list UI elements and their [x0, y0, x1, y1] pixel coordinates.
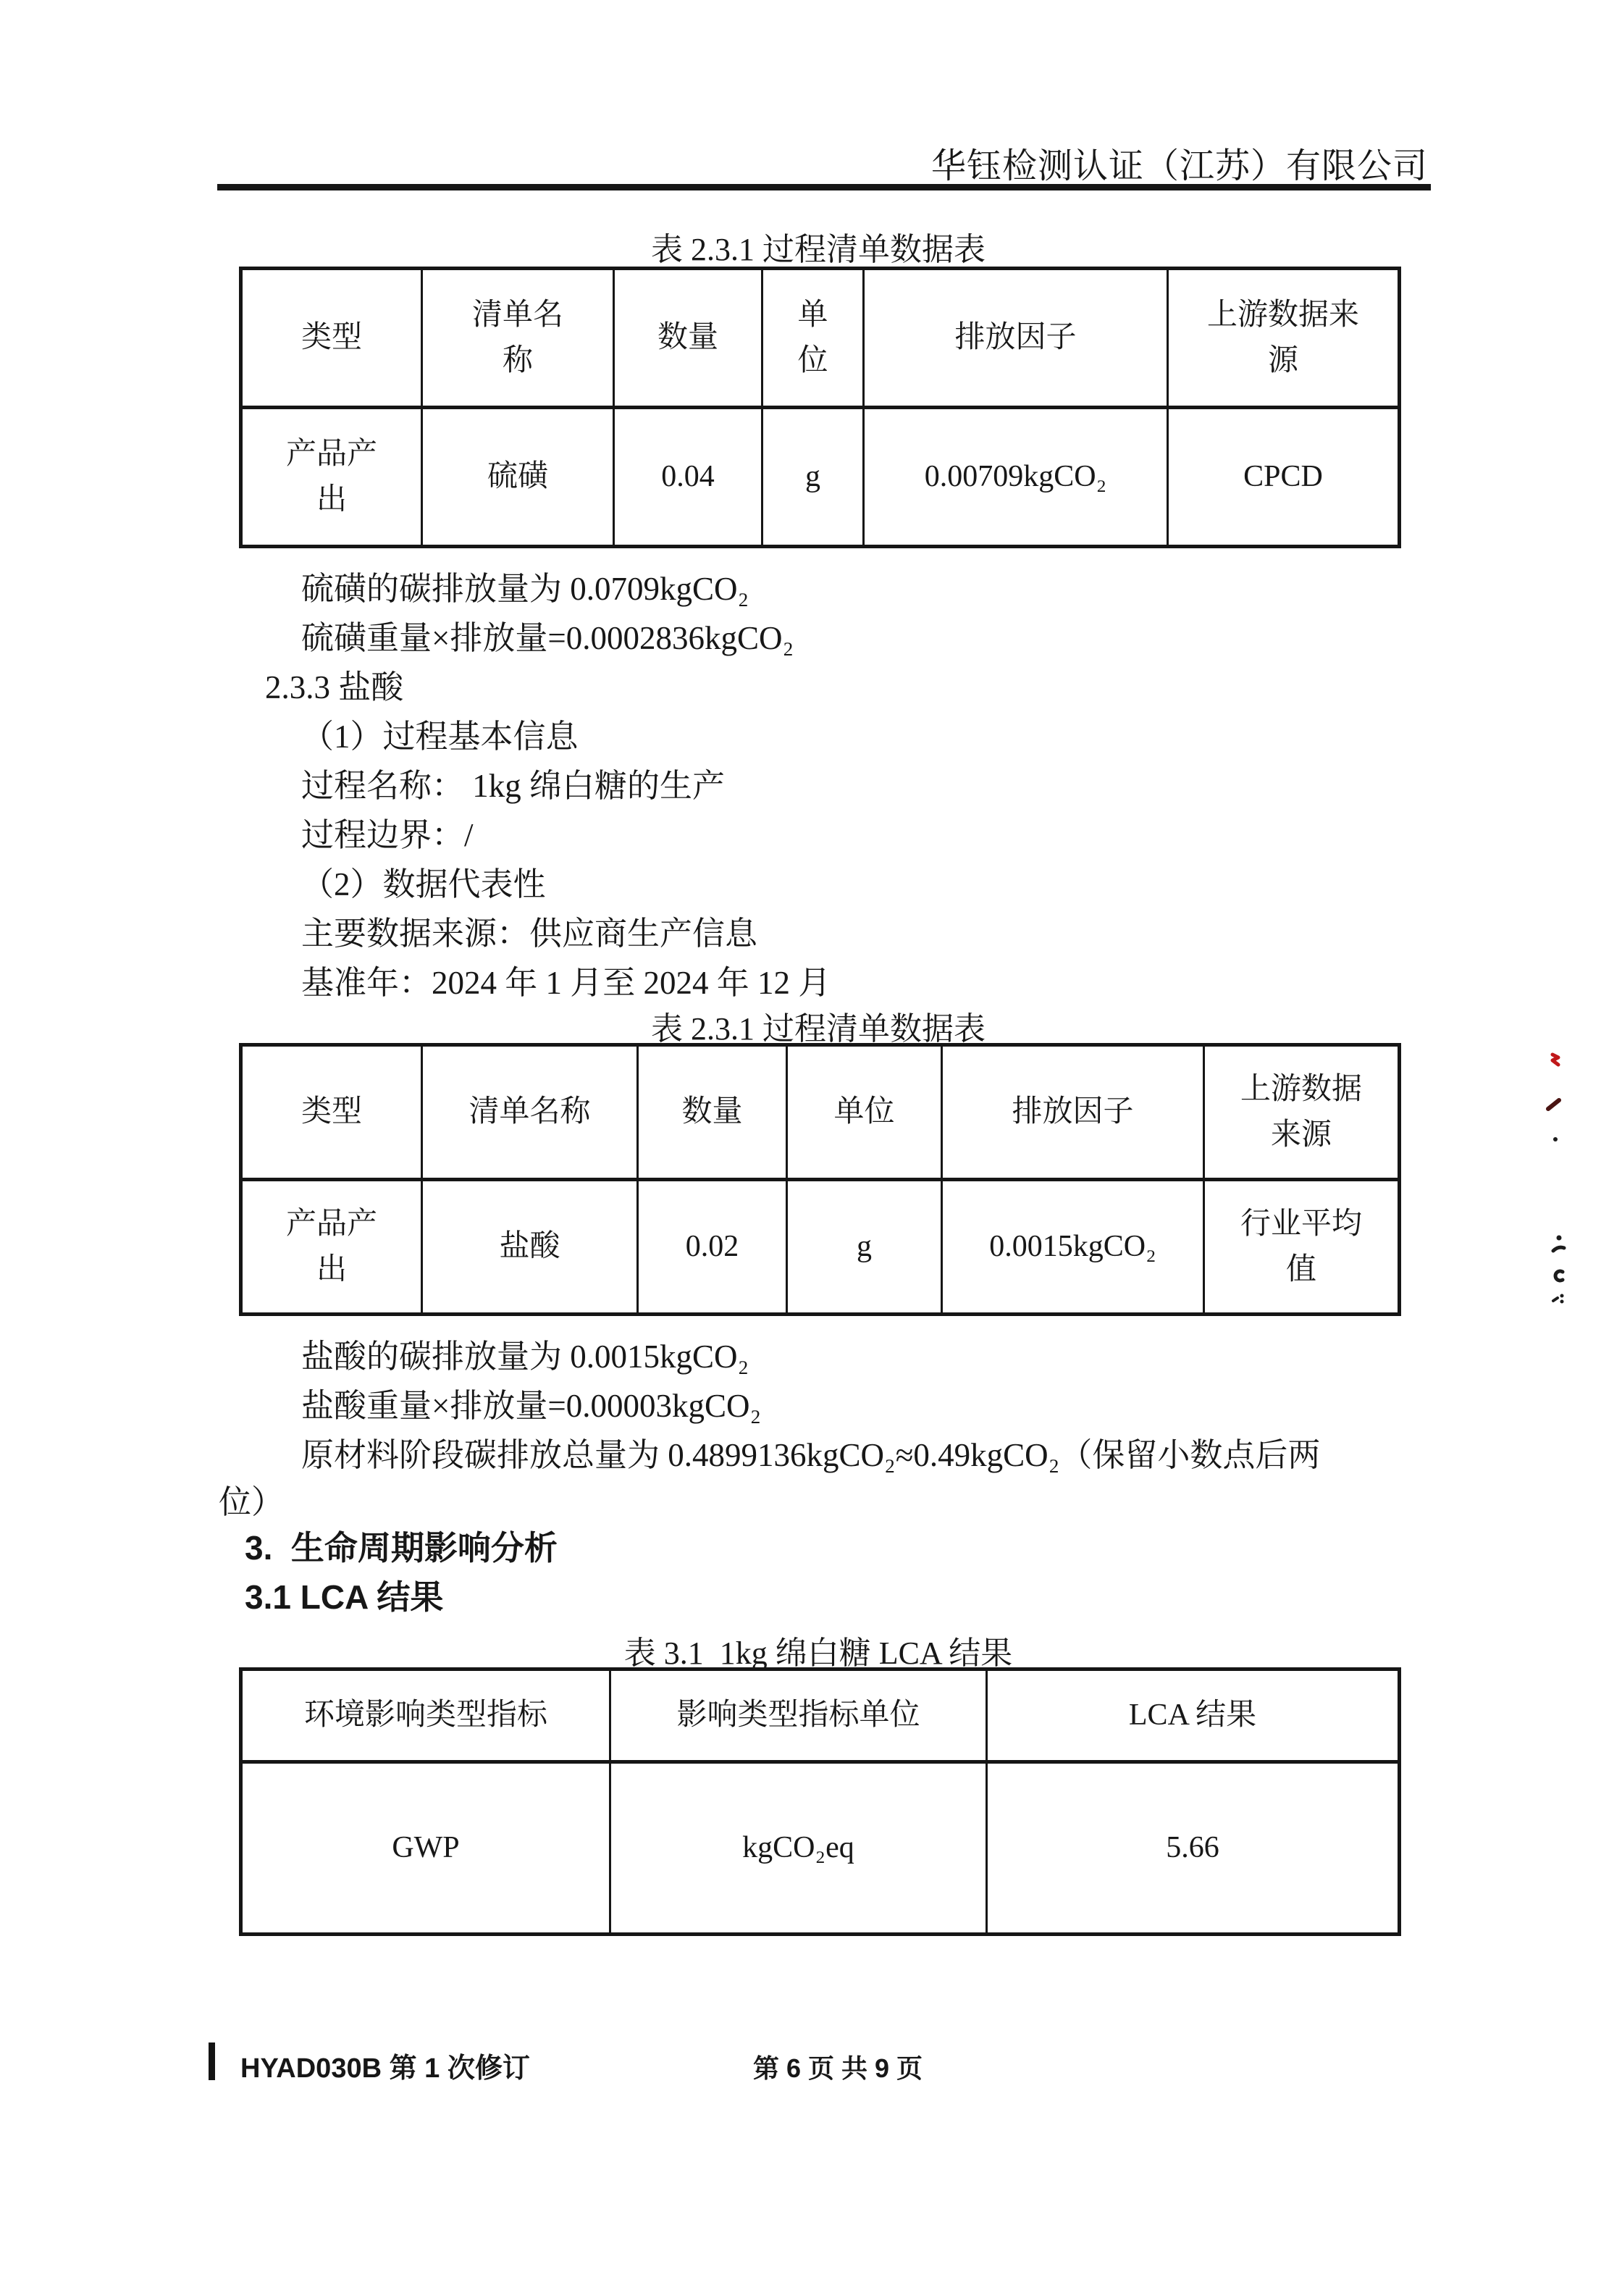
footer-margin-bar [209, 2042, 215, 2080]
section-heading-233: 2.3.3 盐酸 [265, 669, 404, 705]
paragraph-process-name: 过程名称： 1kg 绵白糖的生产 [301, 768, 726, 804]
paragraph-raw-material-total-cont: 位） [219, 1484, 285, 1520]
table-header-row [241, 1045, 1400, 1180]
ink-dot [1560, 1294, 1564, 1298]
table1-title: 表 2.3.1 过程清单数据表 [651, 232, 986, 267]
column-header-impact-indicator: 环境影响类型指标 [241, 1669, 610, 1762]
table2-title: 表 2.3.1 过程清单数据表 [651, 1011, 986, 1047]
table3-title: 表 3.1 1kg 绵白糖 LCA 结果 [623, 1635, 1013, 1671]
process-inventory-table-hcl [239, 1043, 1401, 1316]
paragraph-process-boundary: 过程边界：/ [301, 817, 474, 853]
ink-c-mark [1555, 1271, 1563, 1281]
cell-upstream-source: CPCD [1168, 408, 1400, 547]
dark-red-dash-mark [1548, 1100, 1559, 1109]
paragraph-hcl-calc: 盐酸重量×排放量=0.00003kgCO₂ [301, 1388, 762, 1424]
company-name: 华钰检测认证（江苏）有限公司 [931, 147, 1429, 185]
cell-impact-indicator: GWP [241, 1762, 610, 1935]
paragraph-raw-material-total: 原材料阶段碳排放总量为 0.4899136kgCO₂≈0.49kgCO₂（保留小数点后两 [301, 1437, 1321, 1473]
column-header-type: 类型 [241, 1045, 422, 1180]
paragraph-data-source: 主要数据来源：供应商生产信息 [301, 916, 758, 952]
paragraph-sulfur-emission: 硫磺的碳排放量为 0.0709kgCO₂ [301, 571, 749, 607]
ink-dot [1553, 1137, 1558, 1141]
cell-type: 产品产出 [241, 1180, 422, 1315]
cell-indicator-unit: kgCO₂eq [610, 1762, 987, 1935]
red-ink-mark [1552, 1055, 1558, 1065]
table-header-row [241, 1669, 1400, 1762]
cell-lca-result: 5.66 [987, 1762, 1400, 1935]
column-header-unit: 单位 [762, 269, 864, 408]
footer-page-number: 第 6 页 共 9 页 [753, 2053, 923, 2083]
cell-inventory-name: 盐酸 [422, 1180, 638, 1315]
column-header-indicator-unit: 影响类型指标单位 [610, 1669, 987, 1762]
cell-unit: g [787, 1180, 942, 1315]
column-header-quantity: 数量 [638, 1045, 787, 1180]
footer-doc-code: HYAD030B 第 1 次修订 [240, 2053, 530, 2084]
table-row [241, 1180, 1400, 1315]
header-double-rule [217, 184, 1431, 190]
table-row [241, 1762, 1400, 1935]
paragraph-sulfur-calc: 硫磺重量×排放量=0.0002836kgCO₂ [301, 620, 794, 656]
process-inventory-table-sulfur [239, 267, 1401, 548]
cell-inventory-name: 硫磺 [422, 408, 614, 547]
section-heading-31: 3.1 LCA 结果 [245, 1578, 444, 1616]
section-heading-3: 3. 生命周期影响分析 [245, 1529, 558, 1567]
ink-tick-mark [1553, 1298, 1558, 1301]
column-header-quantity: 数量 [614, 269, 762, 408]
cell-quantity: 0.04 [614, 408, 762, 547]
lca-result-table [239, 1667, 1401, 1936]
column-header-emission-factor: 排放因子 [864, 269, 1168, 408]
cell-emission-factor: 0.0015kgCO₂ [942, 1180, 1204, 1315]
column-header-upstream-source: 上游数据来源 [1204, 1045, 1400, 1180]
column-header-emission-factor: 排放因子 [942, 1045, 1204, 1180]
cell-upstream-source: 行业平均值 [1204, 1180, 1400, 1315]
column-header-type: 类型 [241, 269, 422, 408]
column-header-lca-result: LCA 结果 [987, 1669, 1400, 1762]
ink-curve-mark [1553, 1247, 1564, 1251]
cell-emission-factor: 0.00709kgCO₂ [864, 408, 1168, 547]
column-header-unit: 单位 [787, 1045, 942, 1180]
cell-unit: g [762, 408, 864, 547]
column-header-inventory-name: 清单名称 [422, 1045, 638, 1180]
cell-quantity: 0.02 [638, 1180, 787, 1315]
paragraph-item1: （1）过程基本信息 [301, 718, 579, 755]
column-header-inventory-name: 清单名称 [422, 269, 614, 408]
margin-annotation-marks [1539, 1047, 1571, 1315]
table-header-row [241, 269, 1400, 408]
ink-dot [1560, 1300, 1564, 1304]
cell-type: 产品产出 [241, 408, 422, 547]
paragraph-item2: （2）数据代表性 [301, 866, 546, 902]
paragraph-hcl-emission: 盐酸的碳排放量为 0.0015kgCO₂ [301, 1338, 749, 1375]
paragraph-base-year: 基准年：2024 年 1 月至 2024 年 12 月 [301, 965, 831, 1001]
table-row [241, 408, 1400, 547]
column-header-upstream-source: 上游数据来源 [1168, 269, 1400, 408]
ink-dot [1557, 1236, 1562, 1241]
